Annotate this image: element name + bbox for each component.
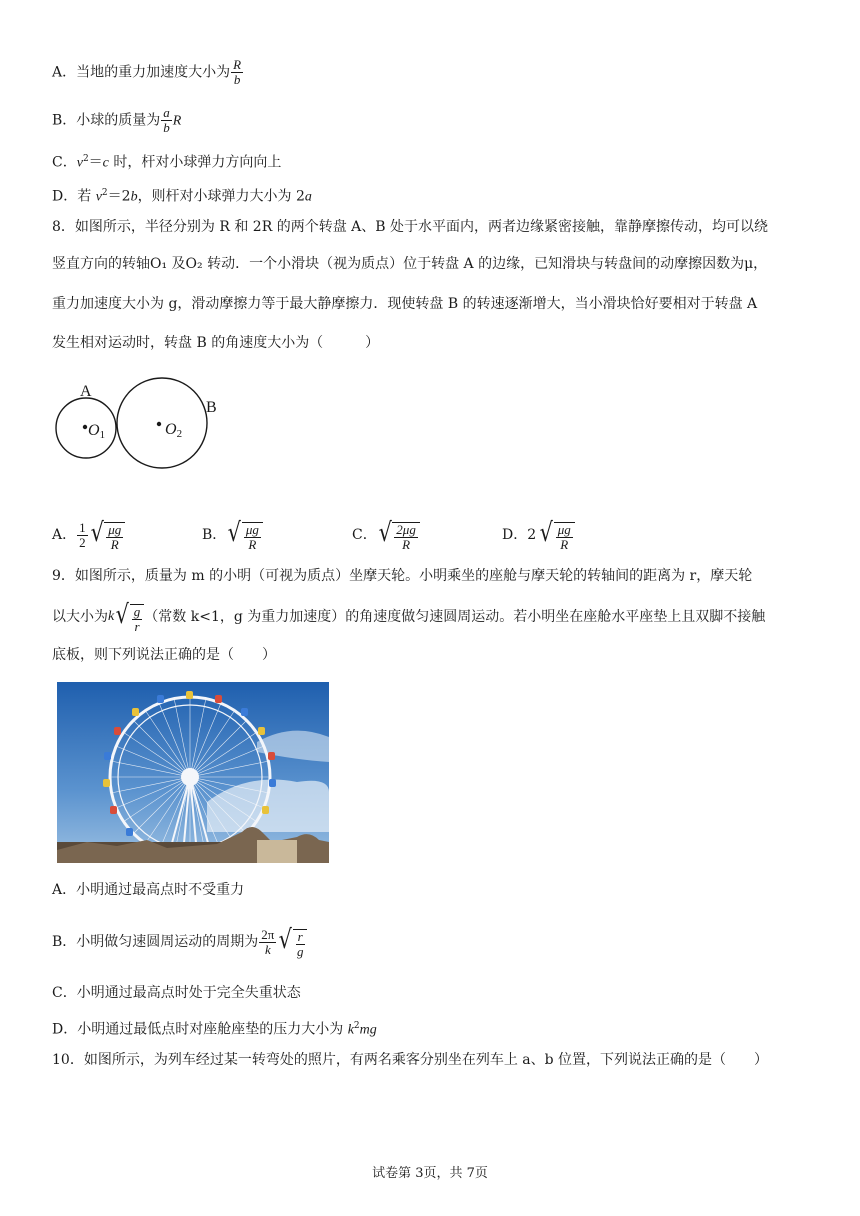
frac-den: R [248, 537, 257, 552]
sqrt-expression [538, 518, 575, 552]
label-o2: O2 [165, 421, 183, 440]
option-d-prefix: D．若 [52, 188, 96, 205]
frac-num: 1 [79, 519, 86, 535]
option-letter: A． [52, 527, 77, 543]
q9-k: k [108, 609, 115, 624]
radical-sign: √ [115, 600, 130, 630]
option-b-tail: R [172, 113, 182, 129]
q9-option-d [52, 1016, 377, 1041]
q7-option-a [52, 58, 244, 87]
radical-sign: √ [378, 518, 392, 548]
frac-num: μg [108, 522, 122, 537]
option-d-var: v [95, 189, 102, 205]
axis-o2-dot [157, 422, 161, 426]
frac-num: μg [245, 522, 259, 537]
option-d-exp: 2 [353, 1021, 360, 1031]
frac-num: a [163, 105, 170, 120]
ferris-wheel-photo [57, 682, 329, 863]
rad-fraction [244, 523, 261, 552]
q9-line2-prefix: 以大小为 [52, 609, 108, 625]
option-d-val: b [130, 189, 138, 205]
radical-sign: √ [539, 518, 554, 548]
rad-fraction [295, 930, 306, 959]
option-b-text: B．小球的质量为 [52, 112, 161, 129]
building-wall [257, 840, 297, 863]
rad-fraction [132, 605, 143, 634]
frac-num: μg [557, 522, 571, 537]
q9-option-a: A．小明通过最高点时不受重力 [52, 882, 245, 898]
rad-fraction [106, 523, 123, 552]
frac-num: 2μg [396, 522, 416, 537]
q8-option-b [202, 518, 263, 552]
option-coef: 2 [527, 527, 537, 543]
q8-line-2: 竖直方向的转轴O₁ 及O₂ 转动．一个小滑块（视为质点）位于转盘 A 的边缘，已知滑块与转盘间的动摩擦因数为μ， [52, 256, 768, 272]
label-b: B [206, 399, 217, 416]
label-o1: O1 [88, 422, 106, 441]
q7-option-d [52, 183, 312, 208]
turntables-diagram [50, 372, 230, 472]
q10-line-1: 10．如图所示，为列车经过某一转弯处的照片，有两名乘客分别坐在列车上 a、b 位置，下列说法正确的是（ ） [52, 1052, 769, 1068]
option-letter: D． [502, 527, 528, 543]
option-c-eq: ＝ [88, 154, 103, 171]
rad-fraction [556, 523, 573, 552]
fraction-2pi-over-k [259, 928, 276, 957]
turntable-b [117, 378, 207, 468]
sqrt-expression [89, 518, 126, 552]
frac-num: R [233, 57, 242, 72]
option-c-prefix: C． [52, 154, 77, 171]
q8-line-4: 发生相对运动时，转盘 B 的角速度大小为（ ） [52, 335, 380, 351]
option-letter: B． [202, 527, 227, 543]
q9-line-3: 底板，则下列说法正确的是（ ） [52, 647, 276, 663]
option-letter: C． [352, 527, 377, 543]
option-a-text: A．当地的重力加速度大小为 [52, 64, 231, 81]
option-c-var: v [76, 155, 83, 171]
q7-option-c [52, 149, 281, 174]
label-a: A [80, 383, 92, 400]
frac-den: 2 [79, 534, 86, 550]
option-d-end: a [304, 189, 312, 205]
fraction-a-over-b [161, 106, 172, 135]
q9-option-b [52, 925, 307, 959]
q8-option-c [352, 518, 420, 552]
option-d-text: D．小明通过最低点时对座舱座垫的压力大小为 [52, 1021, 348, 1038]
option-b-text: B．小明做匀速圆周运动的周期为 [52, 934, 259, 950]
sqrt-r-over-g [277, 925, 307, 959]
q9-line-1: 9．如图所示，质量为 m 的小明（可视为质点）坐摩天轮。小明乘坐的座舱与摩天轮的转轴间的距离为 r，摩天轮 [52, 568, 753, 584]
radical-sign: √ [227, 518, 242, 548]
option-d-eq: ＝2 [107, 188, 131, 205]
q9-option-c: C．小明通过最高点时处于完全失重状态 [52, 985, 301, 1001]
frac-den: R [560, 537, 569, 552]
sqrt-expression [377, 518, 420, 552]
q9-line2-suffix: （常数 k<1，g 为重力加速度）的角速度做匀速圆周运动。若小明坐在座舱水平座垫上且双脚不接触 [144, 609, 766, 625]
coef-fraction [77, 521, 88, 550]
frac-den: R [110, 537, 119, 552]
sqrt-expression [226, 518, 263, 552]
option-c-tail: 时，杆对小球弹力方向向上 [108, 154, 282, 171]
axis-o1-dot [83, 425, 87, 429]
q9-line-2 [52, 600, 765, 634]
radical-sign: √ [90, 518, 104, 548]
frac-num: r [297, 929, 303, 944]
frac-den: k [264, 941, 271, 957]
option-d-k: k [347, 1022, 354, 1038]
page-footer: 试卷第 3页，共 7页 [372, 1166, 488, 1181]
q8-line-1: 8．如图所示，半径分别为 R 和 2R 的两个转盘 A、B 处于水平面内，两者边缘紧密接触，靠静摩擦传动，均可以绕 [52, 219, 768, 235]
rad-fraction [394, 523, 418, 552]
q8-option-d [502, 518, 575, 552]
q8-option-a [52, 518, 125, 552]
fraction-r-over-b [231, 58, 243, 87]
q8-line-3: 重力加速度大小为 g，滑动摩擦力等于最大静摩擦力．现使转盘 B 的转速逐渐增大，当小滑块恰好要相对于转盘 A [52, 296, 758, 312]
option-c-exp: 2 [82, 154, 89, 164]
frac-num: 2π [261, 926, 275, 942]
option-d-exp: 2 [101, 188, 108, 198]
frac-den: R [402, 537, 411, 552]
option-d-tail: ，则杆对小球弹力大小为 2 [137, 188, 305, 205]
q7-option-b [52, 106, 181, 135]
option-d-mg: mg [359, 1022, 377, 1038]
frac-den: b [163, 120, 170, 135]
option-c-val: c [102, 155, 109, 171]
frac-num: g [133, 604, 141, 619]
frac-den: b [233, 72, 241, 87]
frac-den: g [296, 944, 304, 959]
sqrt-g-over-r [114, 600, 144, 634]
radical-sign: √ [279, 925, 293, 955]
frac-den: r [134, 619, 140, 634]
